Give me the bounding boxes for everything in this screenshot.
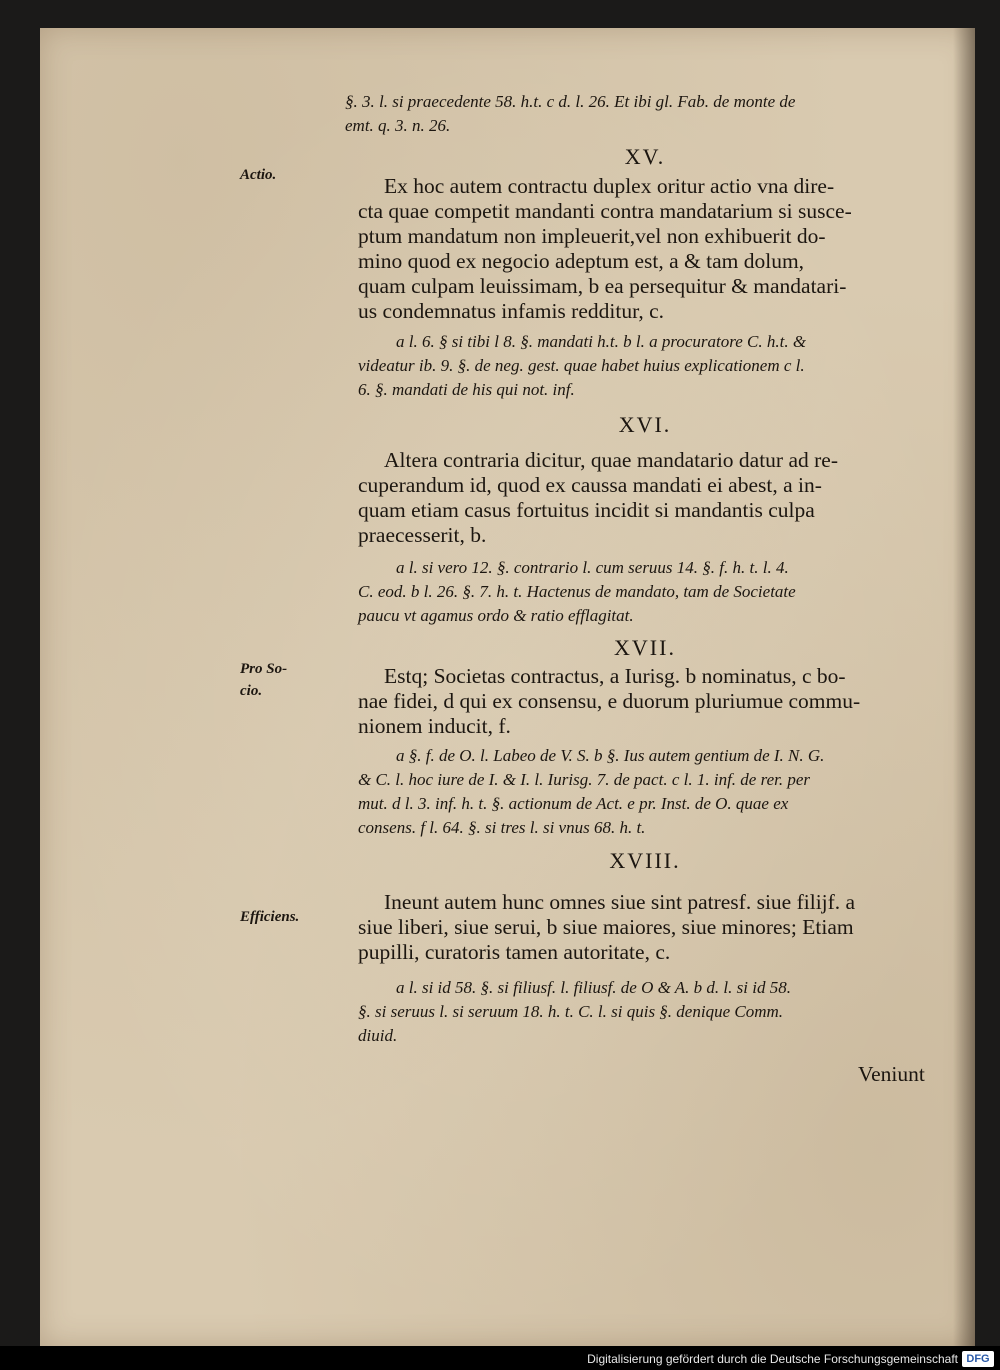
book-page [40,28,975,1346]
note-line: C. eod. b l. 26. §. 7. h. t. Hactenus de mandato, tam de Societate [358,582,796,601]
body-line: siue liberi, siue serui, b siue maiores, siue minores; Etiam [358,915,854,939]
section-number-xv: XV. [624,144,666,169]
note-line: a l. si vero 12. §. contrario l. cum seruus 14. §. f. h. t. l. 4. [396,558,789,577]
note-line: a l. 6. § si tibi l 8. §. mandati h.t. b l. a procuratore C. h.t. & [396,332,807,351]
body-line: ptum mandatum non impleuerit,vel non exhibuerit do- [358,224,826,248]
body-line: us condemnatus infamis redditur, c. [358,299,665,323]
page-spine-shadow [953,28,975,1346]
body-line: cta quae competit mandanti contra mandatarium si susce- [358,199,852,223]
note-line: consens. f l. 64. §. si tres l. si vnus 68. h. t. [358,818,646,837]
section-body-xvi [358,448,838,548]
footnote-line: emt. q. 3. n. 26. [345,116,451,135]
section-body-xvii [358,664,860,739]
catchword: Veniunt [858,1062,925,1086]
body-line: pupilli, curatoris tamen autoritate, c. [358,940,671,964]
section-number-xvii: XVII. [614,635,676,660]
note-line: diuid. [358,1026,398,1045]
footer-bar [0,1346,1000,1370]
section-notes-xv [358,330,806,402]
body-line: Estq; Societas contractus, a Iurisg. b nominatus, c bo- [384,664,846,688]
section-body-xviii [358,890,855,965]
margin-label-efficiens: Efficiens. [240,909,300,925]
footer-credit: Digitalisierung gefördert durch die Deutsche Forschungsgemeinschaft [587,1352,958,1366]
body-line: quam culpam leuissimam, b ea persequitur & mandatari- [358,274,847,298]
note-line: mut. d l. 3. inf. h. t. §. actionum de Act. e pr. Inst. de O. quae ex [358,794,789,813]
note-line: a §. f. de O. l. Labeo de V. S. b §. Ius autem gentium de I. N. G. [396,746,825,765]
section-number-xvi: XVI. [618,412,672,437]
body-line: Ineunt autem hunc omnes siue sint patresf. siue filijf. a [384,890,856,914]
top-footnote [345,90,795,138]
note-line: paucu vt agamus ordo & ratio efflagitat. [358,606,634,625]
footnote-line: §. 3. l. si praecedente 58. h.t. c d. l. 26. Et ibi gl. Fab. de monte de [345,92,796,111]
note-line: §. si seruus l. si seruum 18. h. t. C. l. si quis §. denique Comm. [358,1002,784,1021]
section-notes-xvii [358,744,824,840]
margin-label-actio: Actio. [240,167,277,183]
body-line: nae fidei, d qui ex consensu, e duorum pluriumue commu- [358,689,861,713]
body-line: Ex hoc autem contractu duplex oritur actio vna dire- [384,174,835,198]
margin-label-pro-socio: Pro So- cio. [240,661,288,699]
body-line: quam etiam casus fortuitus incidit si mandantis culpa [358,498,815,522]
section-notes-xviii [358,976,791,1048]
dfg-logo-icon: DFG [962,1351,994,1367]
body-line: cuperandum id, quod ex caussa mandati ei abest, a in- [358,473,822,497]
body-line: Altera contraria dicitur, quae mandatario datur ad re- [384,448,838,472]
body-line: praecesserit, b. [358,523,487,547]
body-line: nionem inducit, f. [358,714,511,738]
note-line: a l. si id 58. §. si filiusf. l. filiusf. de O & A. b d. l. si id 58. [396,978,791,997]
section-notes-xvi [358,556,796,628]
section-body-xv [358,174,852,324]
section-number-xviii: XVIII. [609,848,681,873]
note-line: & C. l. hoc iure de I. & I. l. Iurisg. 7. de pact. c l. 1. inf. de rer. per [358,770,811,789]
note-line: 6. §. mandati de his qui not. inf. [358,380,575,399]
body-line: mino quod ex negocio adeptum est, a & tam dolum, [358,249,805,273]
note-line: videatur ib. 9. §. de neg. gest. quae habet huius explicationem c l. [358,356,805,375]
